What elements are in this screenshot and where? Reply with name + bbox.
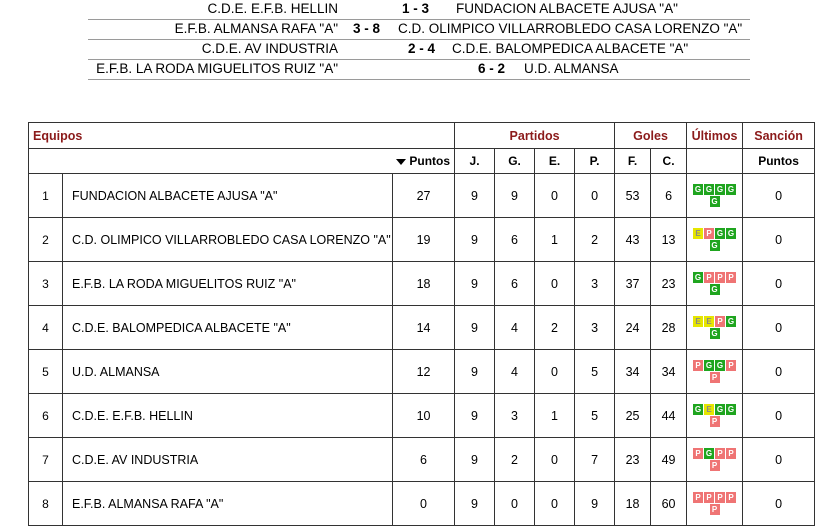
played-cell: 9 <box>455 394 495 438</box>
goals-for-cell: 53 <box>615 174 651 218</box>
drawn-cell: 0 <box>535 482 575 526</box>
lost-cell: 9 <box>575 482 615 526</box>
played-cell: 9 <box>455 306 495 350</box>
won-cell: 3 <box>495 394 535 438</box>
table-row <box>29 350 815 394</box>
header-goles: Goles <box>615 123 687 149</box>
recent-form-cell <box>687 262 743 306</box>
lost-cell: 5 <box>575 350 615 394</box>
header-puntos: Puntos <box>409 154 451 168</box>
team-cell[interactable]: U.D. ALMANSA <box>63 350 393 394</box>
form-badge[interactable]: E <box>693 228 703 239</box>
header-c[interactable]: C. <box>651 149 687 174</box>
away-team[interactable]: U.D. ALMANSA <box>524 61 619 76</box>
form-badge[interactable]: P <box>693 492 703 503</box>
points-cell: 19 <box>393 218 455 262</box>
form-badge[interactable]: P <box>726 272 736 283</box>
won-cell: 4 <box>495 350 535 394</box>
form-badge[interactable]: G <box>727 185 735 194</box>
goals-for-cell: 24 <box>615 306 651 350</box>
score[interactable]: 3 - 8 <box>353 21 381 36</box>
table-row <box>29 438 815 482</box>
drawn-cell: 1 <box>535 394 575 438</box>
goals-against-cell: 44 <box>651 394 687 438</box>
pos-cell: 8 <box>29 482 63 526</box>
header-row-groups <box>29 123 815 149</box>
form-badge[interactable]: G <box>711 329 718 338</box>
won-cell: 6 <box>495 218 535 262</box>
pos-cell: 7 <box>29 438 63 482</box>
score[interactable]: 6 - 2 <box>478 61 506 76</box>
table-row <box>29 174 815 218</box>
home-team[interactable]: C.D.E. AV INDUSTRIA <box>201 41 338 56</box>
away-team[interactable]: C.D. OLIMPICO VILLARROBLEDO CASA LORENZO "A" <box>398 21 743 36</box>
goals-for-cell: 34 <box>615 350 651 394</box>
played-cell: 9 <box>455 350 495 394</box>
form-badge[interactable]: P <box>726 360 736 371</box>
lost-cell: 3 <box>575 306 615 350</box>
table-row <box>29 306 815 350</box>
score[interactable]: 1 - 3 <box>402 1 430 16</box>
points-cell: 18 <box>393 262 455 306</box>
home-team[interactable]: E.F.B. ALMANSA RAFA "A" <box>174 21 338 36</box>
result-row <box>88 60 750 80</box>
lost-cell: 5 <box>575 394 615 438</box>
table-row <box>29 394 815 438</box>
team-cell[interactable]: C.D.E. BALOMPEDICA ALBACETE "A" <box>63 306 393 350</box>
form-badge[interactable]: G <box>716 405 724 414</box>
won-cell: 6 <box>495 262 535 306</box>
sanction-cell: 0 <box>743 438 815 482</box>
recent-form-cell <box>687 174 743 218</box>
form-badge[interactable]: G <box>694 185 702 194</box>
won-cell: 2 <box>495 438 535 482</box>
table-row <box>29 262 815 306</box>
sanction-cell: 0 <box>743 350 815 394</box>
goals-against-cell: 34 <box>651 350 687 394</box>
goals-against-cell: 60 <box>651 482 687 526</box>
lost-cell: 3 <box>575 262 615 306</box>
sanction-cell: 0 <box>743 174 815 218</box>
form-badge[interactable]: G <box>711 241 718 250</box>
recent-form <box>689 272 741 295</box>
form-badge[interactable]: G <box>727 317 735 326</box>
goals-for-cell: 37 <box>615 262 651 306</box>
goals-for-cell: 18 <box>615 482 651 526</box>
form-badge[interactable]: P <box>704 492 714 503</box>
home-team[interactable]: C.D.E. E.F.B. HELLIN <box>207 1 338 16</box>
won-cell: 0 <box>495 482 535 526</box>
header-ultimos-blank <box>687 149 743 174</box>
points-cell: 6 <box>393 438 455 482</box>
recent-form <box>689 404 741 427</box>
standings-table <box>28 122 815 526</box>
goals-for-cell: 25 <box>615 394 651 438</box>
team-cell[interactable]: C.D. OLIMPICO VILLARROBLEDO CASA LORENZO "A" <box>63 218 393 262</box>
form-badge[interactable]: P <box>715 316 725 327</box>
played-cell: 9 <box>455 438 495 482</box>
recent-form-cell <box>687 438 743 482</box>
form-badge[interactable]: P <box>715 448 725 459</box>
pos-cell: 6 <box>29 394 63 438</box>
lost-cell: 7 <box>575 438 615 482</box>
form-badge[interactable]: G <box>705 361 713 370</box>
lost-cell: 2 <box>575 218 615 262</box>
recent-form-cell <box>687 350 743 394</box>
recent-form-cell <box>687 306 743 350</box>
form-badge[interactable]: G <box>711 285 718 294</box>
drawn-cell: 0 <box>535 438 575 482</box>
header-row-columns <box>29 149 815 174</box>
team-cell[interactable]: FUNDACION ALBACETE AJUSA "A" <box>63 174 393 218</box>
form-badge[interactable]: G <box>694 273 702 282</box>
form-badge[interactable]: G <box>705 449 713 458</box>
points-cell: 12 <box>393 350 455 394</box>
played-cell: 9 <box>455 218 495 262</box>
form-badge[interactable]: G <box>716 185 724 194</box>
recent-form <box>689 316 741 339</box>
header-ultimos: Últimos <box>687 123 743 149</box>
drawn-cell: 2 <box>535 306 575 350</box>
form-badge[interactable]: G <box>716 361 724 370</box>
header-f[interactable]: F. <box>615 149 651 174</box>
team-cell[interactable]: C.D.E. E.F.B. HELLIN <box>63 394 393 438</box>
drawn-cell: 1 <box>535 218 575 262</box>
away-team[interactable]: FUNDACION ALBACETE AJUSA "A" <box>456 1 678 16</box>
goals-against-cell: 6 <box>651 174 687 218</box>
played-cell: 9 <box>455 262 495 306</box>
pos-cell: 2 <box>29 218 63 262</box>
form-badge[interactable]: G <box>716 229 724 238</box>
away-team[interactable]: C.D.E. BALOMPEDICA ALBACETE "A" <box>452 41 689 56</box>
goals-for-cell: 23 <box>615 438 651 482</box>
form-badge[interactable]: P <box>715 492 725 503</box>
points-cell: 14 <box>393 306 455 350</box>
form-badge[interactable]: P <box>710 416 720 427</box>
form-badge[interactable]: G <box>727 405 735 414</box>
points-cell: 10 <box>393 394 455 438</box>
result-row <box>88 20 750 40</box>
sanction-cell: 0 <box>743 482 815 526</box>
table-row <box>29 218 815 262</box>
form-badge[interactable]: P <box>726 492 736 503</box>
sort-puntos-header[interactable] <box>393 149 455 174</box>
form-badge[interactable]: E <box>704 316 714 327</box>
result-row <box>88 0 750 20</box>
goals-against-cell: 28 <box>651 306 687 350</box>
team-cell[interactable]: E.F.B. ALMANSA RAFA "A" <box>63 482 393 526</box>
form-badge[interactable]: G <box>711 197 718 206</box>
recent-form <box>689 228 741 251</box>
header-blank <box>29 149 393 174</box>
form-badge[interactable]: G <box>727 229 735 238</box>
sanction-cell: 0 <box>743 262 815 306</box>
form-badge[interactable]: P <box>710 372 720 383</box>
form-badge[interactable]: P <box>710 460 720 471</box>
form-badge[interactable]: G <box>705 185 713 194</box>
header-g[interactable]: G. <box>495 149 535 174</box>
form-badge[interactable]: P <box>726 448 736 459</box>
form-badge[interactable]: E <box>693 316 703 327</box>
won-cell: 4 <box>495 306 535 350</box>
sanction-cell: 0 <box>743 218 815 262</box>
team-cell[interactable]: E.F.B. LA RODA MIGUELITOS RUIZ "A" <box>63 262 393 306</box>
recent-form-cell <box>687 218 743 262</box>
recent-form-cell <box>687 394 743 438</box>
form-badge[interactable]: P <box>704 228 714 239</box>
played-cell: 9 <box>455 482 495 526</box>
pos-cell: 1 <box>29 174 63 218</box>
sanction-cell: 0 <box>743 306 815 350</box>
recent-form <box>689 448 741 471</box>
team-cell[interactable]: C.D.E. AV INDUSTRIA <box>63 438 393 482</box>
header-e[interactable]: E. <box>535 149 575 174</box>
header-partidos: Partidos <box>455 123 615 149</box>
goals-against-cell: 23 <box>651 262 687 306</box>
header-puntos-sancion[interactable]: Puntos <box>743 149 815 174</box>
pos-cell: 4 <box>29 306 63 350</box>
pos-cell: 3 <box>29 262 63 306</box>
result-row <box>88 40 750 60</box>
played-cell: 9 <box>455 174 495 218</box>
score[interactable]: 2 - 4 <box>408 41 436 56</box>
header-j[interactable]: J. <box>455 149 495 174</box>
header-p[interactable]: P. <box>575 149 615 174</box>
pos-cell: 5 <box>29 350 63 394</box>
goals-against-cell: 49 <box>651 438 687 482</box>
match-results <box>88 0 750 80</box>
goals-against-cell: 13 <box>651 218 687 262</box>
form-badge[interactable]: E <box>704 404 714 415</box>
form-badge[interactable]: P <box>704 272 714 283</box>
recent-form <box>689 492 741 515</box>
form-badge[interactable]: P <box>710 504 720 515</box>
header-sancion: Sanción <box>743 123 815 149</box>
sanction-cell: 0 <box>743 394 815 438</box>
won-cell: 9 <box>495 174 535 218</box>
lost-cell: 0 <box>575 174 615 218</box>
recent-form <box>689 360 741 383</box>
points-cell: 0 <box>393 482 455 526</box>
recent-form <box>689 184 741 207</box>
home-team[interactable]: E.F.B. LA RODA MIGUELITOS RUIZ "A" <box>96 61 338 76</box>
drawn-cell: 0 <box>535 174 575 218</box>
drawn-cell: 0 <box>535 350 575 394</box>
form-badge[interactable]: P <box>693 360 703 371</box>
table-row <box>29 482 815 526</box>
form-badge[interactable]: P <box>715 272 725 283</box>
goals-for-cell: 43 <box>615 218 651 262</box>
recent-form-cell <box>687 482 743 526</box>
form-badge[interactable]: G <box>694 405 702 414</box>
points-cell: 27 <box>393 174 455 218</box>
header-equipos: Equipos <box>29 123 455 149</box>
sort-down-icon <box>396 159 406 165</box>
drawn-cell: 0 <box>535 262 575 306</box>
form-badge[interactable]: P <box>693 448 703 459</box>
